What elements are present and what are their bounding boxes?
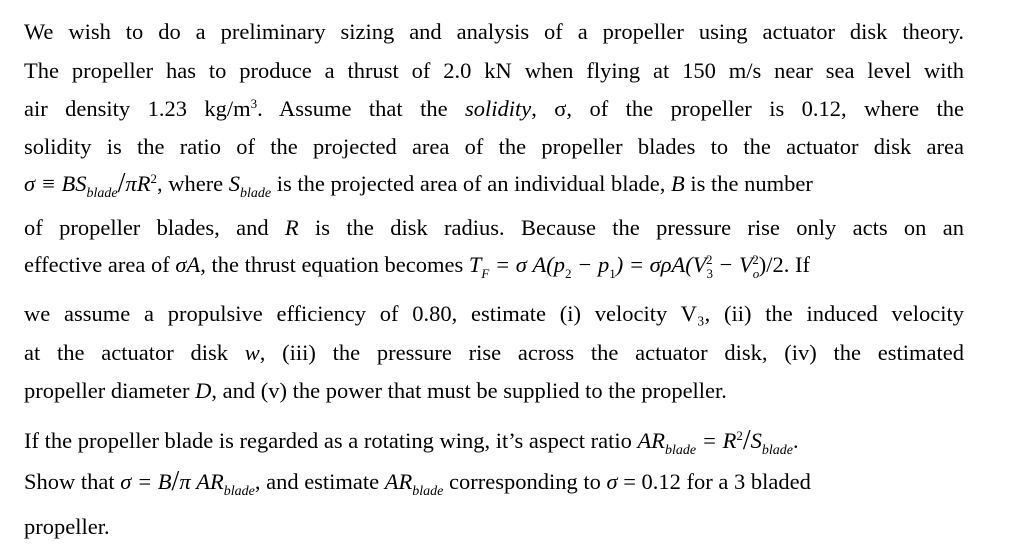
p1-subscript: 1	[609, 266, 616, 281]
blade-subscript: blade	[86, 186, 118, 201]
d-symbol: D	[195, 378, 212, 403]
thrust-eq-part: − V	[712, 252, 753, 277]
where-text: , where	[156, 171, 229, 196]
assume-text: . Assume that the	[257, 96, 465, 121]
text-line-9	[24, 339, 964, 367]
cubed-superscript: 3	[250, 96, 258, 111]
text-line-6	[24, 214, 964, 242]
r-squared-superscript: 2	[736, 428, 743, 443]
b-symbol: B	[671, 171, 685, 196]
propeller-text: propeller.	[24, 514, 110, 539]
thrust-symbol: T	[468, 252, 482, 277]
v3-subscript: 3	[706, 266, 714, 281]
fraction-slash: /	[117, 168, 126, 199]
text-line-2	[24, 57, 964, 85]
show-that-text: Show that	[24, 469, 121, 494]
rotating-wing-text: If the propeller blade is regarded as a rotating wing, it’s aspect ratio	[24, 428, 638, 453]
text-line-7	[24, 251, 964, 282]
effective-area-text: effective area of	[24, 252, 176, 277]
r-symbol: R	[284, 215, 299, 240]
ar-blade-subscript: blade	[665, 443, 697, 458]
sigma-eq: σ = B	[120, 469, 172, 494]
text-line-11	[24, 426, 964, 459]
vo-superscript: 2	[752, 252, 759, 267]
power-text: , and (v) the power that must be supplied to the propeller.	[211, 378, 727, 403]
text-line-8	[24, 300, 964, 328]
ar-symbol: AR	[384, 469, 413, 494]
s-blade-symbol: S	[228, 171, 241, 196]
actuator-disk-text: at the actuator disk	[24, 340, 245, 365]
thrust-subscript: F	[481, 266, 490, 281]
pi-r-term: πR	[125, 171, 151, 196]
air-density-text: air density 1.23 kg/m	[24, 96, 251, 121]
sigma-symbol: σ	[606, 469, 618, 494]
thrust-eq-part: )/2	[758, 252, 784, 277]
three-bladed-text: = 0.12 for a 3 bladed	[617, 469, 811, 494]
vo-subscript: o	[752, 266, 760, 281]
p2-subscript: 2	[565, 266, 572, 281]
thrust-equation-text: , the thrust equation becomes	[200, 252, 469, 277]
blades-text: of propeller blades, and	[24, 215, 285, 240]
number-text: is the number	[684, 171, 813, 196]
sentence-thrust: The propeller has to produce a thrust of 2.0 kN when flying at 150 m/s near sea level with	[24, 58, 964, 83]
thrust-eq-part: ) = σρA(V	[615, 252, 707, 277]
ar-blade-subscript: blade	[223, 484, 255, 499]
corresponding-text: corresponding to	[443, 469, 607, 494]
s-symbol: S	[750, 428, 762, 453]
estimate-text: , and estimate	[254, 469, 385, 494]
s-blade-subscript: blade	[761, 443, 793, 458]
v3-superscript: 2	[706, 252, 713, 267]
thrust-eq-part: − p	[571, 252, 610, 277]
fraction-slash: /	[171, 466, 180, 497]
if-text: . If	[783, 252, 810, 277]
fraction-slash: /	[742, 425, 751, 456]
aspect-ratio-eq: = R	[696, 428, 737, 453]
ar-blade-subscript: blade	[412, 484, 444, 499]
ar-symbol: AR	[637, 428, 666, 453]
text-line-5	[24, 169, 964, 202]
period-text: .	[792, 428, 799, 453]
pressure-rise-text: , (iii) the pressure rise across the actuator disk, (iv) the estimated	[259, 340, 964, 365]
text-line-3	[24, 95, 964, 126]
solidity-term: solidity	[465, 96, 532, 121]
solidity-equation: σ ≡ BS	[24, 171, 87, 196]
text-line-13	[24, 513, 964, 541]
s-blade-subscript: blade	[240, 186, 272, 201]
text-line-12	[24, 467, 964, 500]
solidity-value-text: , σ, of the propeller is 0.12, where the	[531, 96, 964, 121]
text-line-4	[24, 133, 964, 161]
solidity-definition-text: solidity is the ratio of the projected area of the propeller blades to the actuator disk area	[24, 134, 964, 159]
text-line-10	[24, 377, 964, 405]
text-line-1	[24, 18, 964, 46]
thrust-eq-part: = σ A(p	[489, 252, 566, 277]
sigma-a-symbol: σA	[175, 252, 201, 277]
w-symbol: w	[244, 340, 260, 365]
pi-ar-term: π AR	[179, 469, 224, 494]
sentence-intro: We wish to do a preliminary sizing and analysis of a propeller using actuator disk theory.	[24, 19, 964, 44]
diameter-text: propeller diameter	[24, 378, 196, 403]
efficiency-text: we assume a propulsive efficiency of 0.80, estimate (i) velocity V₃, (ii) the induced velocity	[24, 301, 964, 326]
disk-radius-text: is the disk radius. Because the pressure rise only acts on an	[298, 215, 964, 240]
squared-superscript: 2	[150, 171, 157, 186]
projected-area-text: is the projected area of an individual blade,	[271, 171, 672, 196]
